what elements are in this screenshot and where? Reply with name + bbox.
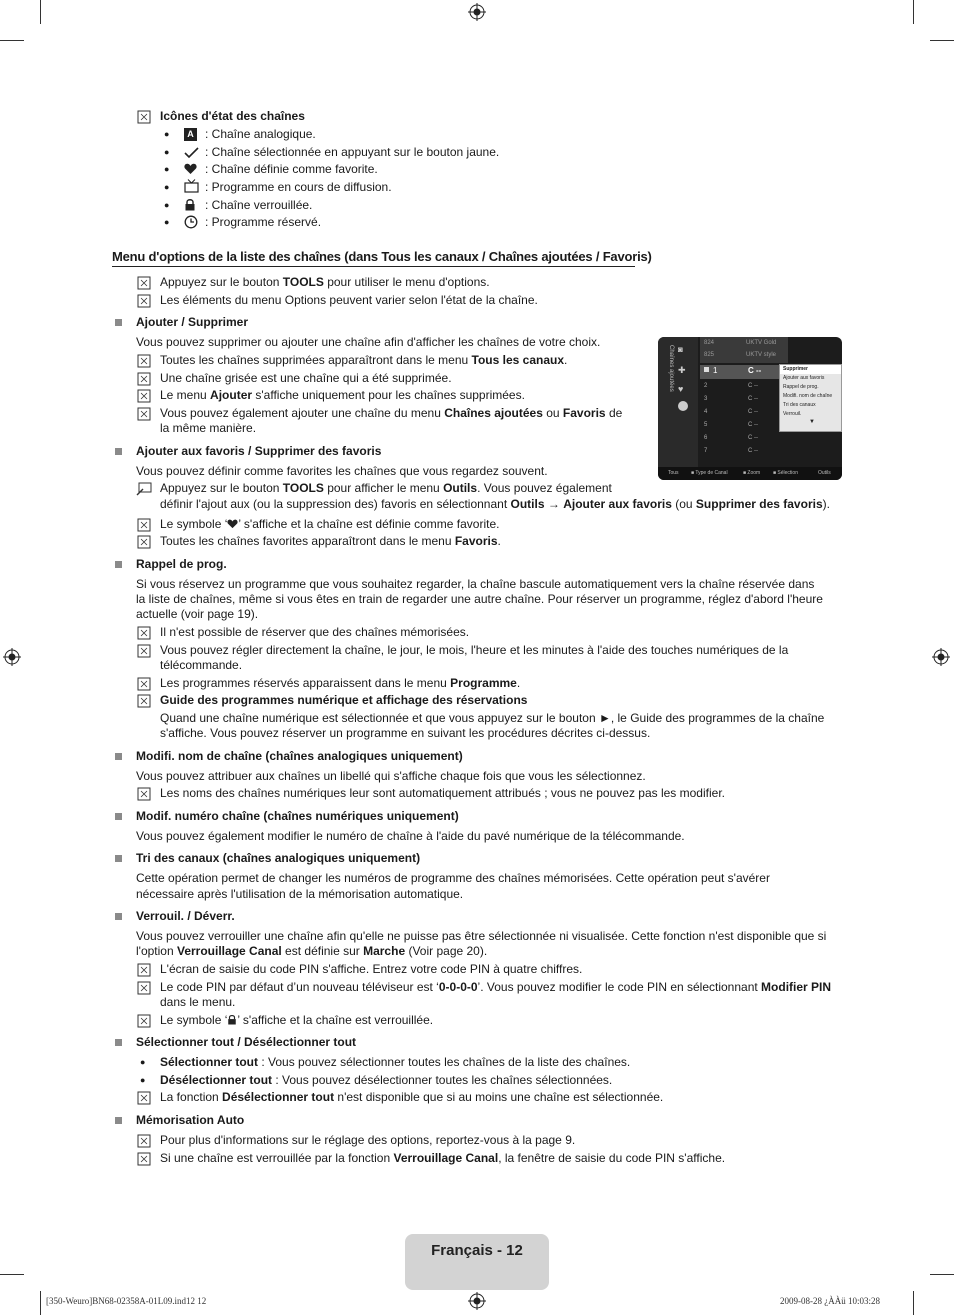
section-title-auto-store: Mémorisation Auto [136, 1113, 245, 1127]
note-icon [137, 694, 151, 708]
menu-heading: Menu d'options de la liste des chaînes (dans Tous les canaux / Chaînes ajoutées / Favoris) [112, 249, 652, 264]
page-label: Français - 12 [431, 1242, 523, 1259]
section-bullet [115, 855, 122, 862]
registration-mark-icon [468, 3, 486, 21]
crop-mark [930, 40, 954, 41]
note-icon [137, 389, 151, 403]
note-icon [137, 354, 151, 368]
note-icon [137, 1014, 151, 1028]
note-icon [137, 294, 151, 308]
section-bullet [115, 1117, 122, 1124]
clock-icon [184, 215, 198, 229]
note-icon [137, 407, 151, 421]
section-title-rename: Modifi. nom de chaîne (chaînes analogiques uniquement) [136, 749, 463, 763]
note-icon [137, 518, 151, 532]
note-icon [137, 981, 151, 995]
heart-icon [227, 519, 238, 529]
section-title-add-delete: Ajouter / Supprimer [136, 315, 249, 329]
note-icon [137, 535, 151, 549]
lock-icon [184, 198, 196, 211]
note-icon [137, 787, 151, 801]
note-icon [137, 1091, 151, 1105]
section-bullet [115, 319, 122, 326]
section-bullet [115, 1039, 122, 1046]
note-icon [137, 276, 151, 290]
section-title-sort: Tri des canaux (chaînes analogiques uniquement) [136, 851, 421, 865]
note-icon [137, 1134, 151, 1148]
section-bullet [115, 448, 122, 455]
crop-mark [0, 1274, 24, 1275]
note-icon [137, 1152, 151, 1166]
note-icon [137, 110, 151, 124]
crop-mark [930, 1274, 954, 1275]
heart-icon [184, 163, 197, 175]
note-icon [137, 963, 151, 977]
section-title-favorites: Ajouter aux favoris / Supprimer des favoris [136, 444, 382, 458]
analog-a-icon: A [184, 128, 197, 141]
section-title-reminder: Rappel de prog. [136, 557, 227, 571]
tv-menu-down-arrow-icon: ▼ [809, 419, 815, 425]
crop-mark [913, 1291, 914, 1315]
tv-menu-channel-icon: ◙ [678, 345, 683, 354]
registration-mark-icon [932, 648, 950, 666]
section-bullet [115, 913, 122, 920]
tv-add-icon: ✚ [678, 365, 686, 375]
crop-mark [913, 0, 914, 24]
tools-icon [136, 482, 152, 496]
note-icon [137, 677, 151, 691]
crop-mark [40, 0, 41, 24]
crop-mark [40, 1291, 41, 1315]
section-title-edit-number: Modif. numéro chaîne (chaînes numériques uniquement) [136, 809, 459, 823]
section-bullet [115, 813, 122, 820]
tv-tools-menu: Supprimer Ajouter aux favoris Rappel de prog. Modifi. nom de chaîne Tri des canaux Verrouil. ▼ [779, 364, 842, 432]
section-title-select-all: Sélectionner tout / Désélectionner tout [136, 1035, 357, 1049]
tv-side-label: Chaînes ajoutées [668, 345, 674, 392]
note-icon [137, 644, 151, 658]
heading-underline [112, 266, 635, 267]
tv-screen-illustration: Chaînes ajoutées ◙ ✚ ♥ 824 UKTV Gold 825 UKTV style 1 C -- 2 C -- 3 C -- 4 C -- 5 C -- 6 C -- 7 C -- Supprimer Ajouter aux favoris Rappel de prog. Modifi. nom de chaîne Tri des canaux Verrouil. ▼ Tous ■ Type de Canal ■ Zoom ■ Sélection Outils [658, 337, 842, 480]
icons-section-title: Icônes d'état des chaînes [160, 109, 305, 123]
footer-file-info: [350-Weuro]BN68-02358A-01L09.ind12 12 [46, 1296, 207, 1306]
checkmark-icon [184, 146, 199, 159]
section-bullet [115, 753, 122, 760]
tv-heart-icon: ♥ [678, 384, 684, 394]
section-title-lock: Verrouil. / Déverr. [136, 909, 235, 923]
note-icon [137, 626, 151, 640]
tv-clock-icon [678, 401, 688, 411]
footer-timestamp: 2009-08-28 ¿ÀÀü 10:03:28 [780, 1296, 880, 1306]
tv-icon [184, 179, 199, 193]
section-bullet [115, 561, 122, 568]
note-icon [137, 372, 151, 386]
crop-mark [0, 40, 24, 41]
registration-mark-icon [3, 648, 21, 666]
lock-icon [227, 1014, 237, 1025]
registration-mark-icon [468, 1292, 486, 1310]
